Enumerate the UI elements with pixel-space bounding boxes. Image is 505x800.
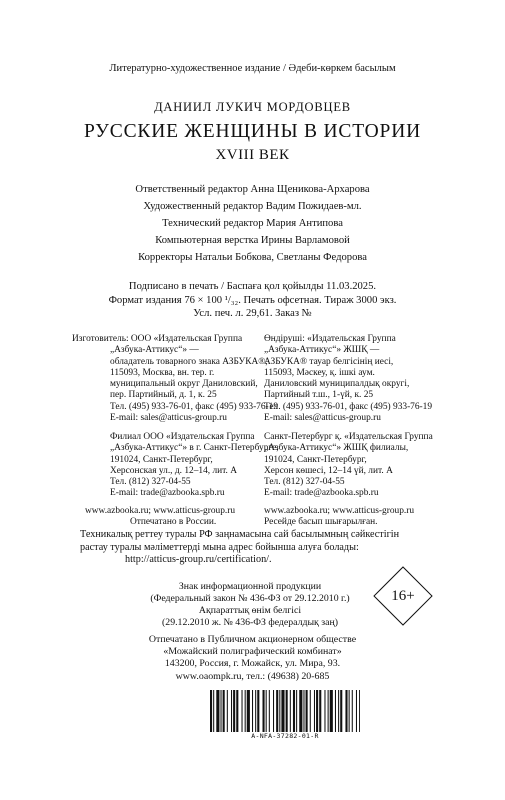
info-sign-line: Ақпараттық өнім белгісі bbox=[198, 605, 302, 616]
regulation-notice bbox=[80, 529, 460, 567]
credit-line: Ответственный редактор Анна Щеникова-Архарова bbox=[135, 184, 370, 195]
manufacturer-line: муниципальный округ Даниловский, bbox=[110, 379, 258, 390]
credits bbox=[0, 181, 505, 266]
branch-line: E-mail: trade@azbooka.spb.ru bbox=[110, 488, 225, 499]
branch-line: „Азбука-Аттикус“» ЖШҚ филиалы, bbox=[264, 443, 409, 454]
info-sign-line: (Федеральный закон № 436-ФЗ от 29.12.2010 г.) bbox=[150, 593, 350, 604]
website-line: www.azbooka.ru; www.atticus-group.ru bbox=[264, 506, 415, 516]
manufacturer-line: E-mail: sales@atticus-group.ru bbox=[264, 413, 381, 424]
printer-line: 143200, Россия, г. Можайск, ул. Мира, 93. bbox=[164, 658, 341, 670]
manufacturer-line: Өндіруші: «Издательская Группа bbox=[264, 334, 396, 344]
regulation-url: http://atticus-group.ru/certification/. bbox=[125, 554, 272, 566]
manufacturer-line: Партийный т.ш., 1-үй, к. 25 bbox=[264, 390, 374, 401]
websites-kz bbox=[264, 506, 414, 529]
age-rating: 16+ bbox=[391, 588, 415, 604]
manufacturer-kz bbox=[264, 334, 432, 424]
print-info-line: Усл. печ. л. 29,61. Заказ № bbox=[193, 308, 312, 319]
info-sign-line: Знак информационной продукции bbox=[178, 581, 322, 592]
manufacturer-line: пер. Партийный, д. 1, к. 25 bbox=[110, 390, 217, 401]
print-info-line: Подписано в печать / Баспаға қол қойылды 11.03.2025. bbox=[128, 281, 377, 292]
branch-line: Херсонская ул., д. 12–14, лит. А bbox=[110, 465, 237, 476]
credit-line: Компьютерная верстка Ирины Варламовой bbox=[155, 235, 350, 246]
author-name: ДАНИИЛ ЛУКИЧ МОРДОВЦЕВ bbox=[154, 100, 351, 114]
manufacturer-line: „Азбука-Аттикус“» ЖШҚ — bbox=[264, 345, 380, 356]
credit-line: Корректоры Натальи Бобкова, Светланы Федорова bbox=[138, 252, 367, 263]
credit-line: Технический редактор Мария Антипова bbox=[162, 218, 343, 229]
manufacturer-ru bbox=[72, 334, 278, 424]
manufacturer-line: АЗБУКА® тауар белгісінің иесі, bbox=[264, 356, 394, 367]
printer-info bbox=[100, 634, 405, 683]
branch-line: „Азбука-Аттикус“» в г. Санкт-Петербурге, bbox=[110, 443, 279, 454]
regulation-line: Техникалық реттеу туралы РФ заңнамасына сай басылымның сәйкестігін bbox=[80, 529, 400, 540]
branch-ru bbox=[110, 432, 279, 500]
print-info-line: Формат издания 76 × 100 ¹/₃₂. Печать офсетная. Тираж 3000 экз. bbox=[108, 294, 397, 306]
website-line: www.azbooka.ru; www.atticus-group.ru bbox=[85, 506, 236, 516]
book-title: РУССКИЕ ЖЕНЩИНЫ В ИСТОРИИ bbox=[84, 121, 421, 142]
printer-line: «Можайский полиграфический комбинат» bbox=[163, 646, 342, 658]
manufacturer-line: Тел. (495) 933-76-01, факс (495) 933-76-19 bbox=[264, 401, 433, 412]
manufacturer-line: Изготовитель: ООО «Издательская Группа bbox=[72, 334, 243, 344]
barcode bbox=[210, 690, 360, 732]
edition-type: Литературно-художественное издание / Әдеби-көркем басылым bbox=[109, 63, 396, 74]
websites-ru bbox=[85, 506, 235, 529]
branch-line: 191024, Санкт-Петербург, bbox=[110, 454, 213, 465]
branch-line: 191024, Санкт-Петербург, bbox=[264, 454, 367, 465]
manufacturer-line: Даниловский муниципалдық округі, bbox=[264, 379, 410, 390]
info-sign-line: (29.12.2010 ж. № 436-ФЗ федералдық заң) bbox=[162, 617, 338, 628]
printer-line: Отпечатано в Публичном акционерном обществе bbox=[148, 634, 357, 645]
manufacturer-line: обладатель товарного знака АЗБУКА®, bbox=[110, 356, 268, 367]
info-product-sign bbox=[130, 581, 370, 629]
manufacturer-line: 115093, Мәскеу, қ. ішкі аум. bbox=[264, 367, 375, 378]
branch-kz bbox=[264, 432, 433, 500]
manufacturer-line: E-mail: sales@atticus-group.ru bbox=[110, 413, 227, 424]
branch-line: Херсон көшесі, 12–14 үй, лит. А bbox=[264, 465, 393, 476]
branch-line: Тел. (812) 327-04-55 bbox=[110, 477, 191, 488]
manufacturer-line: „Азбука-Аттикус“» — bbox=[110, 345, 199, 356]
regulation-line: растау туралы мәліметтерді мына адрес бойынша алуға болады: bbox=[80, 541, 359, 553]
book-subtitle: XVIII ВЕК bbox=[215, 147, 290, 163]
manufacturer-line: 115093, Москва, вн. тер. г. bbox=[110, 367, 215, 378]
print-info bbox=[0, 280, 505, 321]
credit-line: Художественный редактор Вадим Пожидаев-мл. bbox=[143, 201, 362, 212]
manufacturer-line: Тел. (495) 933-76-01, факс (495) 933-76-19 bbox=[110, 401, 279, 412]
branch-line: Филиал ООО «Издательская Группа bbox=[110, 432, 255, 442]
barcode-text: A-NFA-37282-01-R bbox=[251, 732, 319, 740]
branch-line: Тел. (812) 327-04-55 bbox=[264, 477, 345, 488]
printer-line: www.oaompk.ru, тел.: (49638) 20-685 bbox=[175, 670, 330, 682]
branch-line: E-mail: trade@azbooka.spb.ru bbox=[264, 488, 379, 499]
printed-in-russia-kz: Ресейде басып шығарылған. bbox=[264, 517, 378, 528]
branch-line: Санкт-Петербург қ. «Издательская Группа bbox=[264, 432, 433, 442]
printed-in-russia: Отпечатано в России. bbox=[130, 517, 217, 528]
